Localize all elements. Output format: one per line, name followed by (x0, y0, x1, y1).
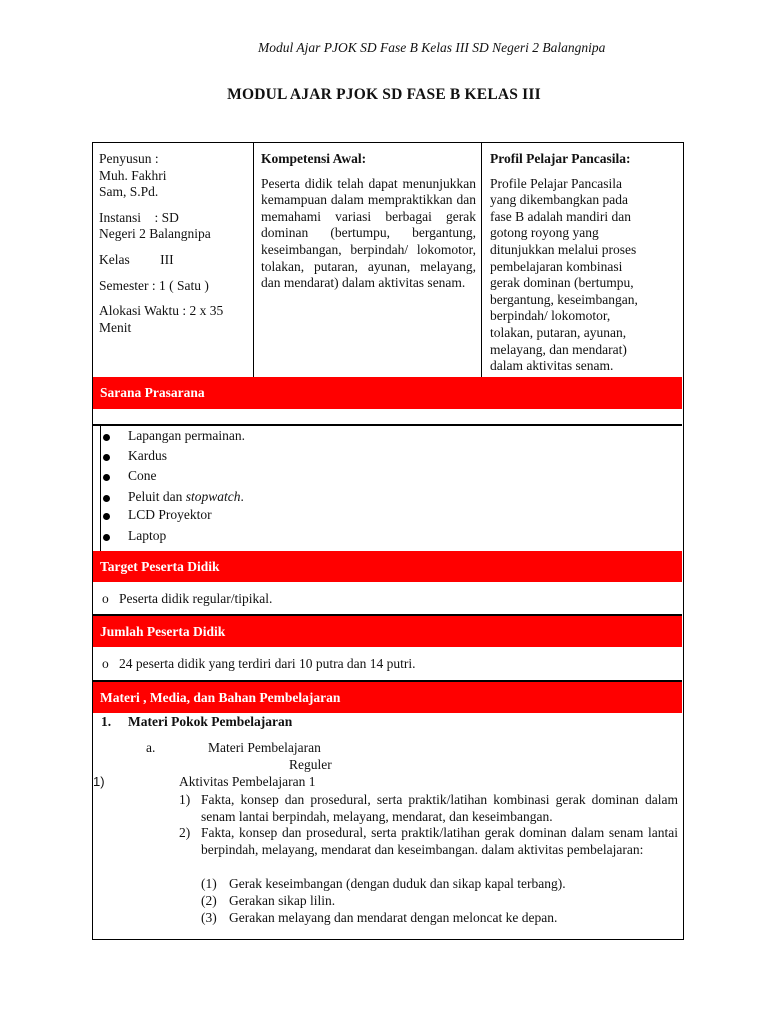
kelas-info: Kelas III (99, 251, 174, 267)
profil-pelajar-heading: Profil Pelajar Pancasila: (490, 151, 631, 166)
profil-pelajar-text (490, 176, 676, 375)
profil-pelajar-cell (481, 143, 682, 377)
identity-row (93, 143, 682, 377)
point-marker: 2) (179, 825, 191, 840)
running-header: Modul Ajar PJOK SD Fase B Kelas III SD Negeri 2 Balangnipa (258, 40, 606, 55)
bullet-icon (103, 534, 110, 541)
kompetensi-awal-text: Peserta didik telah dapat menunjukkan kemampuan dalam mempraktikkan dan memahami variasi berbagai gerak dominan (bertumpu, bergantung, keseimbangan, berpindah/ lokomotor, tolakan, putaran, ayunan, melayang, dan mendarat) dalam aktivitas senam. (261, 175, 476, 291)
list-item-text-italic: stopwatch (185, 489, 241, 504)
sub-point-marker: (2) (201, 893, 217, 908)
profil-line: Profile Pelajar Pancasila (490, 175, 622, 191)
bullet-icon (103, 434, 110, 441)
list-item-text: Kardus (128, 448, 167, 463)
point-2-text: Fakta, konsep dan prosedural, serta praktik/latihan gerak dominan dalam senam lantai berpindah, melayang, mendarat dan keseimbangan. dalam aktivitas pembelajaran: (201, 825, 678, 857)
bullet-icon (103, 474, 110, 481)
jumlah-peserta-title: Jumlah Peserta Didik (100, 623, 226, 639)
jumlah-peserta-header (93, 616, 682, 647)
sub-title: Materi Pembelajaran (208, 740, 321, 755)
penyusun-name-line1: Muh. Fakhri (99, 167, 167, 183)
jumlah-peserta-text: 24 peserta didik yang terdiri dari 10 putra dan 14 putri. (119, 656, 416, 671)
profil-line: gerak dominan (bertumpu, (490, 275, 634, 291)
profil-line: melayang, dan mendarat) (490, 341, 627, 357)
circle-bullet-icon: o (102, 656, 109, 671)
activity-title: Aktivitas Pembelajaran 1 (179, 774, 316, 789)
target-peserta-item (102, 591, 272, 607)
jumlah-peserta-item (102, 656, 416, 672)
profil-line: berpindah/ lokomotor, (490, 308, 611, 324)
list-item-text (128, 489, 244, 505)
reguler-label: Reguler (289, 757, 332, 772)
alokasi-line2: Menit (99, 319, 132, 335)
semester-info: Semester : 1 ( Satu ) (99, 277, 209, 293)
target-peserta-text: Peserta didik regular/tipikal. (119, 591, 273, 606)
kompetensi-awal-heading: Kompetensi Awal: (261, 151, 367, 166)
bullet-icon (103, 495, 110, 502)
sub-point-text: Gerakan melayang dan mendarat dengan meloncat ke depan. (229, 910, 558, 925)
sub-marker: a. (146, 740, 156, 755)
instansi-line2: Negeri 2 Balangnipa (99, 226, 211, 242)
target-peserta-title: Target Peserta Didik (100, 558, 220, 574)
sarana-prasarana-header (93, 377, 682, 409)
sarana-prasarana-title: Sarana Prasarana (100, 385, 205, 400)
bullet-icon (103, 454, 110, 461)
materi-header (93, 682, 682, 713)
kompetensi-awal-cell (253, 143, 482, 377)
profil-line: tolakan, putaran, ayunan, (490, 324, 627, 340)
instansi-line1: Instansi : SD (99, 209, 179, 225)
circle-bullet-icon: o (102, 591, 109, 606)
activity-marker: 1) (93, 774, 105, 789)
materi-title: Materi , Media, dan Bahan Pembelajaran (100, 689, 341, 705)
list-item-text-plain: Peluit dan (128, 489, 186, 504)
module-table (92, 142, 684, 940)
list-item-text: LCD Proyektor (128, 507, 212, 522)
sub-point-marker: (3) (201, 910, 217, 925)
list-item-text-suffix: . (240, 489, 244, 504)
sub-point-marker: (1) (201, 876, 217, 891)
profil-line: dalam aktivitas senam. (490, 358, 614, 374)
bullet-icon (103, 513, 110, 520)
profil-line: gotong royong yang (490, 225, 599, 241)
point-1-text: Fakta, konsep dan prosedural, serta praktik/latihan kombinasi gerak dominan dalam senam lantai berpindah, melayang, mendarat, dan keseimbangan. (201, 792, 678, 824)
section-number: 1. (101, 714, 112, 729)
sub-point-text: Gerak keseimbangan (dengan duduk dan sikap kapal terbang). (229, 876, 566, 891)
profil-line: ditunjukkan melalui proses (490, 241, 637, 257)
alokasi-line1: Alokasi Waktu : 2 x 35 (99, 303, 224, 319)
section-title: Materi Pokok Pembelajaran (128, 714, 293, 729)
penyusun-label: Penyusun : (99, 151, 159, 166)
profil-line: bergantung, keseimbangan, (490, 291, 638, 307)
target-peserta-header (93, 551, 682, 582)
list-item-text: Laptop (128, 528, 167, 543)
sarana-list (100, 426, 682, 552)
sub-point-text: Gerakan sikap lilin. (229, 893, 336, 908)
profil-line: pembelajaran kombinasi (490, 258, 623, 274)
list-item-text: Cone (128, 468, 157, 483)
profil-line: fase B adalah mandiri dan (490, 208, 631, 224)
profil-line: yang dikembangkan pada (490, 192, 628, 208)
document-title: MODUL AJAR PJOK SD FASE B KELAS III (227, 86, 541, 103)
point-marker: 1) (179, 792, 191, 807)
author-info-cell (93, 143, 254, 377)
penyusun-name-line2: Sam, S.Pd. (99, 184, 159, 200)
list-item-text: Lapangan permainan. (128, 428, 245, 443)
